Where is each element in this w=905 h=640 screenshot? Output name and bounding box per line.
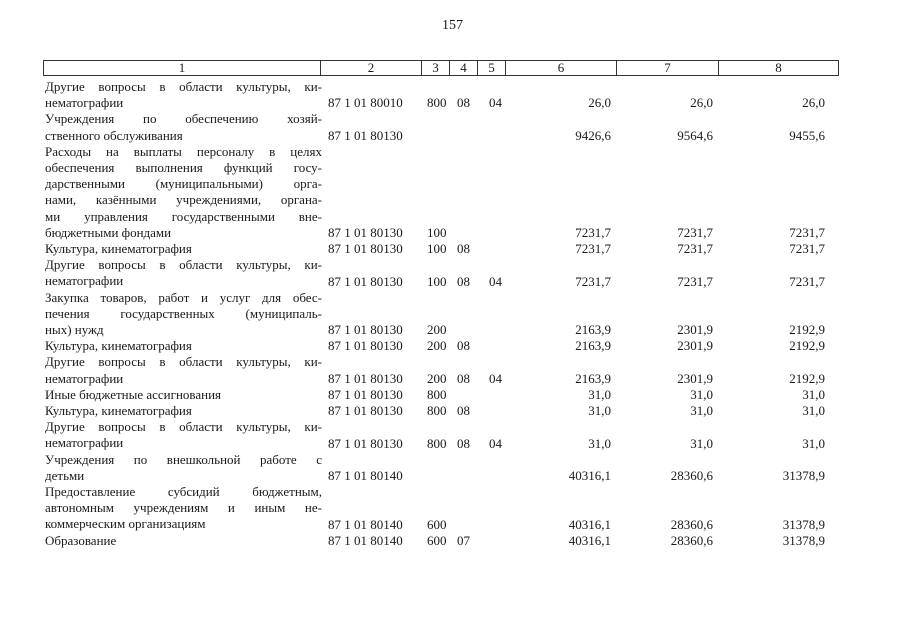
amount-col-7: 7231,7	[677, 241, 713, 257]
amount-col-8: 2192,9	[789, 338, 825, 354]
table-row	[45, 419, 835, 451]
header-col-4: 4	[450, 61, 478, 75]
row-values	[45, 403, 835, 419]
amount-col-6: 7231,7	[575, 241, 611, 257]
expense-type: 200	[427, 370, 447, 386]
amount-col-8: 2192,9	[789, 322, 825, 338]
target-code: 87 1 01 80130	[328, 403, 403, 419]
expense-type: 600	[427, 516, 447, 532]
row-name-line: Другие вопросы в области культуры, ки-	[45, 79, 322, 94]
target-code: 87 1 01 80130	[328, 435, 403, 451]
table-row	[45, 338, 835, 354]
row-values	[45, 274, 835, 290]
amount-col-8: 31,0	[802, 387, 825, 403]
row-name-line: Культура, кинематография	[45, 338, 192, 354]
amount-col-8: 31378,9	[782, 532, 825, 548]
row-name-line: Закупка товаров, работ и услуг для обес-	[45, 289, 322, 305]
table-row	[45, 111, 835, 143]
amount-col-6: 40316,1	[568, 532, 611, 548]
amount-col-6: 31,0	[588, 387, 611, 403]
expense-type: 600	[427, 532, 447, 548]
target-code: 87 1 01 80130	[328, 370, 403, 386]
expense-type: 100	[427, 241, 447, 257]
amount-col-7: 2301,9	[677, 322, 713, 338]
row-name-line: дарственными (муниципальными) орга-	[45, 176, 322, 192]
table-row	[45, 257, 835, 289]
header-col-7: 7	[617, 61, 719, 75]
amount-col-8: 7231,7	[789, 225, 825, 241]
amount-col-8: 2192,9	[789, 370, 825, 386]
row-name-line: нами, казёнными учреждениями, органа-	[45, 192, 322, 208]
amount-col-8: 31,0	[802, 403, 825, 419]
row-values	[45, 517, 835, 533]
row-name-line: Расходы на выплаты персоналу в целях	[45, 143, 322, 159]
amount-col-7: 31,0	[690, 403, 713, 419]
row-name-line: Учреждения по обеспечению хозяй-	[45, 111, 322, 127]
target-code: 87 1 01 80010	[328, 95, 403, 111]
amount-col-6: 31,0	[588, 435, 611, 451]
target-code: 87 1 01 80140	[328, 532, 403, 548]
table-row	[45, 403, 835, 419]
table-header	[43, 60, 839, 76]
table-row	[45, 452, 835, 484]
amount-col-6: 40316,1	[568, 516, 611, 532]
amount-col-8: 9455,6	[789, 127, 825, 143]
amount-col-8: 7231,7	[789, 273, 825, 289]
target-code: 87 1 01 80130	[328, 127, 403, 143]
section: 08	[457, 435, 470, 451]
header-col-6: 6	[506, 61, 617, 75]
amount-col-8: 26,0	[802, 95, 825, 111]
amount-col-7: 2301,9	[677, 338, 713, 354]
row-name-line: Учреждения по внешкольной работе с	[45, 451, 322, 467]
expense-type: 200	[427, 322, 447, 338]
row-name-line: обеспечения выполнения функций госу-	[45, 160, 322, 176]
row-values	[45, 322, 835, 338]
row-name-line: Культура, кинематография	[45, 241, 192, 257]
amount-col-7: 9564,6	[677, 127, 713, 143]
amount-col-6: 9426,6	[575, 127, 611, 143]
row-name-line: Другие вопросы в области культуры, ки-	[45, 257, 322, 273]
table-row	[45, 290, 835, 339]
row-name-line: Иные бюджетные ассигнования	[45, 386, 222, 402]
amount-col-6: 7231,7	[575, 225, 611, 241]
amount-col-6: 2163,9	[575, 322, 611, 338]
table-row	[45, 354, 835, 386]
row-name-line: ми управления государственными вне-	[45, 208, 322, 224]
row-name-line: ственного обслуживания	[45, 127, 183, 143]
row-values	[45, 95, 835, 111]
header-col-1: 1	[44, 61, 321, 75]
target-code: 87 1 01 80130	[328, 225, 403, 241]
section: 07	[457, 532, 470, 548]
table-row	[45, 79, 835, 111]
row-name-line: Другие вопросы в области культуры, ки-	[45, 354, 322, 370]
amount-col-7: 7231,7	[677, 225, 713, 241]
amount-col-8: 31378,9	[782, 468, 825, 484]
row-values	[45, 533, 835, 549]
row-name-line: нематографии	[45, 370, 124, 386]
row-name-line: нематографии	[45, 95, 124, 111]
row-name-line: детьми	[45, 467, 85, 483]
header-col-3: 3	[422, 61, 450, 75]
row-name-line: ных) нужд	[45, 322, 104, 338]
row-name-line: коммерческим организациям	[45, 516, 206, 532]
expense-type: 200	[427, 338, 447, 354]
row-values	[45, 436, 835, 452]
subsection: 04	[489, 435, 502, 451]
amount-col-6: 2163,9	[575, 370, 611, 386]
amount-col-7: 31,0	[690, 387, 713, 403]
row-values	[45, 241, 835, 257]
table-row	[45, 241, 835, 257]
row-values	[45, 338, 835, 354]
row-name-line: автономным учреждениям и иным не-	[45, 500, 322, 516]
target-code: 87 1 01 80130	[328, 387, 403, 403]
expense-type: 100	[427, 273, 447, 289]
amount-col-8: 31378,9	[782, 516, 825, 532]
row-name-line: печения государственных (муниципаль-	[45, 305, 322, 321]
section: 08	[457, 95, 470, 111]
header-col-2: 2	[321, 61, 422, 75]
amount-col-6: 2163,9	[575, 338, 611, 354]
table-body	[45, 79, 835, 549]
amount-col-7: 2301,9	[677, 370, 713, 386]
amount-col-7: 28360,6	[670, 468, 713, 484]
amount-col-6: 7231,7	[575, 273, 611, 289]
amount-col-7: 31,0	[690, 435, 713, 451]
section: 08	[457, 370, 470, 386]
amount-col-6: 40316,1	[568, 468, 611, 484]
row-name-line: Культура, кинематография	[45, 403, 192, 419]
row-name-line: Другие вопросы в области культуры, ки-	[45, 419, 322, 435]
target-code: 87 1 01 80140	[328, 516, 403, 532]
section: 08	[457, 273, 470, 289]
row-name-line: Образование	[45, 532, 117, 548]
section: 08	[457, 338, 470, 354]
table-row	[45, 387, 835, 403]
expense-type: 800	[427, 403, 447, 419]
subsection: 04	[489, 95, 502, 111]
amount-col-8: 7231,7	[789, 241, 825, 257]
expense-type: 800	[427, 435, 447, 451]
row-name-line: нематографии	[45, 273, 124, 289]
subsection: 04	[489, 273, 502, 289]
row-values	[45, 387, 835, 403]
section: 08	[457, 403, 470, 419]
table-row	[45, 533, 835, 549]
section: 08	[457, 241, 470, 257]
amount-col-7: 7231,7	[677, 273, 713, 289]
subsection: 04	[489, 370, 502, 386]
target-code: 87 1 01 80130	[328, 241, 403, 257]
amount-col-7: 28360,6	[670, 532, 713, 548]
row-name-line: нематографии	[45, 435, 124, 451]
row-values	[45, 468, 835, 484]
expense-type: 800	[427, 387, 447, 403]
table-row	[45, 144, 835, 241]
amount-col-7: 26,0	[690, 95, 713, 111]
amount-col-6: 31,0	[588, 403, 611, 419]
target-code: 87 1 01 80130	[328, 322, 403, 338]
expense-type: 100	[427, 225, 447, 241]
row-values	[45, 225, 835, 241]
target-code: 87 1 01 80130	[328, 338, 403, 354]
target-code: 87 1 01 80130	[328, 273, 403, 289]
amount-col-7: 28360,6	[670, 516, 713, 532]
header-col-5: 5	[478, 61, 506, 75]
table-row	[45, 484, 835, 533]
row-values	[45, 128, 835, 144]
expense-type: 800	[427, 95, 447, 111]
row-name-line: Предоставление субсидий бюджетным,	[45, 484, 322, 500]
amount-col-6: 26,0	[588, 95, 611, 111]
row-values	[45, 371, 835, 387]
target-code: 87 1 01 80140	[328, 468, 403, 484]
page-number: 157	[442, 18, 463, 33]
header-col-8: 8	[775, 60, 782, 75]
row-name-line: бюджетными фондами	[45, 224, 172, 240]
amount-col-8: 31,0	[802, 435, 825, 451]
